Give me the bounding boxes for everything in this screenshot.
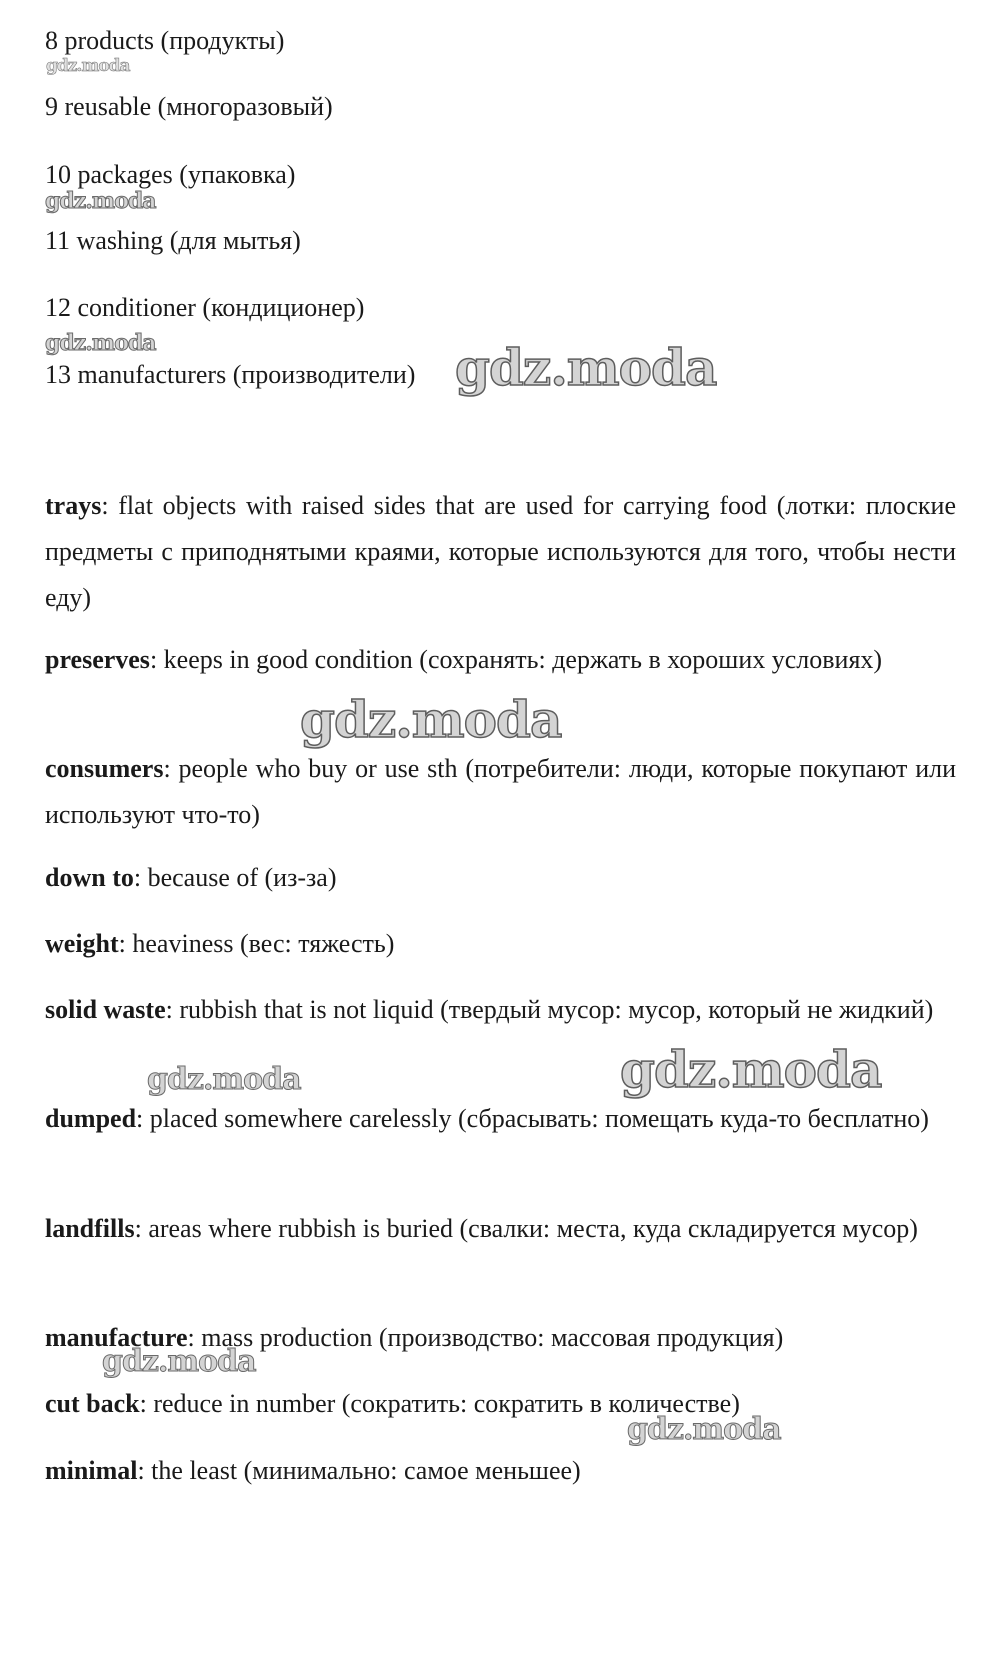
definition-text: : the least (минимально: самое меньшее) <box>137 1456 581 1485</box>
list-item-12 <box>45 285 364 331</box>
definition-landfills <box>45 1206 956 1252</box>
definition-term: solid waste <box>45 995 166 1024</box>
list-word: reusable <box>64 92 152 121</box>
definition-weight <box>45 921 956 967</box>
definition-term: weight <box>45 929 119 958</box>
definition-text: : heaviness (вес: тяжесть) <box>118 929 395 958</box>
list-translation: (для мытья) <box>169 226 301 255</box>
definition-term: down to <box>45 863 134 892</box>
definition-text: : keeps in good condition (сохранять: держать в хороших условиях) <box>149 645 883 674</box>
list-translation: (упаковка) <box>179 160 296 189</box>
list-word: products <box>64 26 155 55</box>
watermark: gdz.moda <box>102 1344 256 1379</box>
definition-text: : people who buy or use sth (потребители: люди, которые покупают или используют что-то) <box>45 754 956 829</box>
list-word: conditioner <box>77 293 196 322</box>
definition-preserves <box>45 637 956 683</box>
definition-down-to <box>45 855 956 901</box>
watermark: gdz.moda <box>620 1040 882 1099</box>
list-number: 10 <box>45 160 71 189</box>
definition-dumped <box>45 1096 956 1142</box>
list-word: manufacturers <box>77 360 227 389</box>
definition-term: cut back <box>45 1389 140 1418</box>
list-number: 8 <box>45 26 58 55</box>
watermark: gdz.moda <box>45 188 156 214</box>
definition-trays <box>45 483 956 621</box>
definition-consumers <box>45 746 956 838</box>
definition-text: : placed somewhere carelessly (сбрасывать: помещать куда-то бесплатно) <box>136 1104 929 1133</box>
definition-term: landfills <box>45 1214 135 1243</box>
list-number: 11 <box>45 226 71 255</box>
definition-term: manufacture <box>45 1323 188 1352</box>
list-word: packages <box>77 160 173 189</box>
list-item-11 <box>45 218 301 264</box>
list-translation: (кондиционер) <box>202 293 365 322</box>
watermark: gdz.moda <box>45 330 156 356</box>
watermark: gdz.moda <box>46 56 130 76</box>
watermark: gdz.moda <box>300 690 562 749</box>
definition-term: trays <box>45 491 102 520</box>
definition-term: preserves <box>45 645 150 674</box>
watermark: gdz.moda <box>627 1412 781 1447</box>
list-number: 13 <box>45 360 71 389</box>
definition-term: dumped <box>45 1104 137 1133</box>
definition-text: : flat objects with raised sides that are used for carrying food (лотки: плоские предметы с приподнятыми краями, которые используются для того, чтобы нести еду) <box>45 491 956 612</box>
definition-text: : because of (из-за) <box>133 863 337 892</box>
watermark: gdz.moda <box>455 338 717 397</box>
list-translation: (производители) <box>232 360 416 389</box>
watermark: gdz.moda <box>147 1062 301 1097</box>
definition-text: : areas where rubbish is buried (свалки: места, куда складируется мусор) <box>134 1214 918 1243</box>
definition-cut-back <box>45 1381 956 1427</box>
list-number: 12 <box>45 293 71 322</box>
definition-text: : mass production (производство: массовая продукция) <box>187 1323 784 1352</box>
list-number: 9 <box>45 92 58 121</box>
definition-minimal <box>45 1448 956 1494</box>
list-item-13 <box>45 352 415 398</box>
definition-text: : rubbish that is not liquid (твердый мусор: мусор, который не жидкий) <box>165 995 934 1024</box>
list-translation: (многоразовый) <box>157 92 333 121</box>
definition-term: consumers <box>45 754 164 783</box>
definition-solid-waste <box>45 987 956 1033</box>
list-item-9 <box>45 84 333 130</box>
definition-text: : reduce in number (сократить: сократить в количестве) <box>139 1389 740 1418</box>
definition-term: minimal <box>45 1456 138 1485</box>
list-word: washing <box>76 226 164 255</box>
list-translation: (продукты) <box>160 26 285 55</box>
